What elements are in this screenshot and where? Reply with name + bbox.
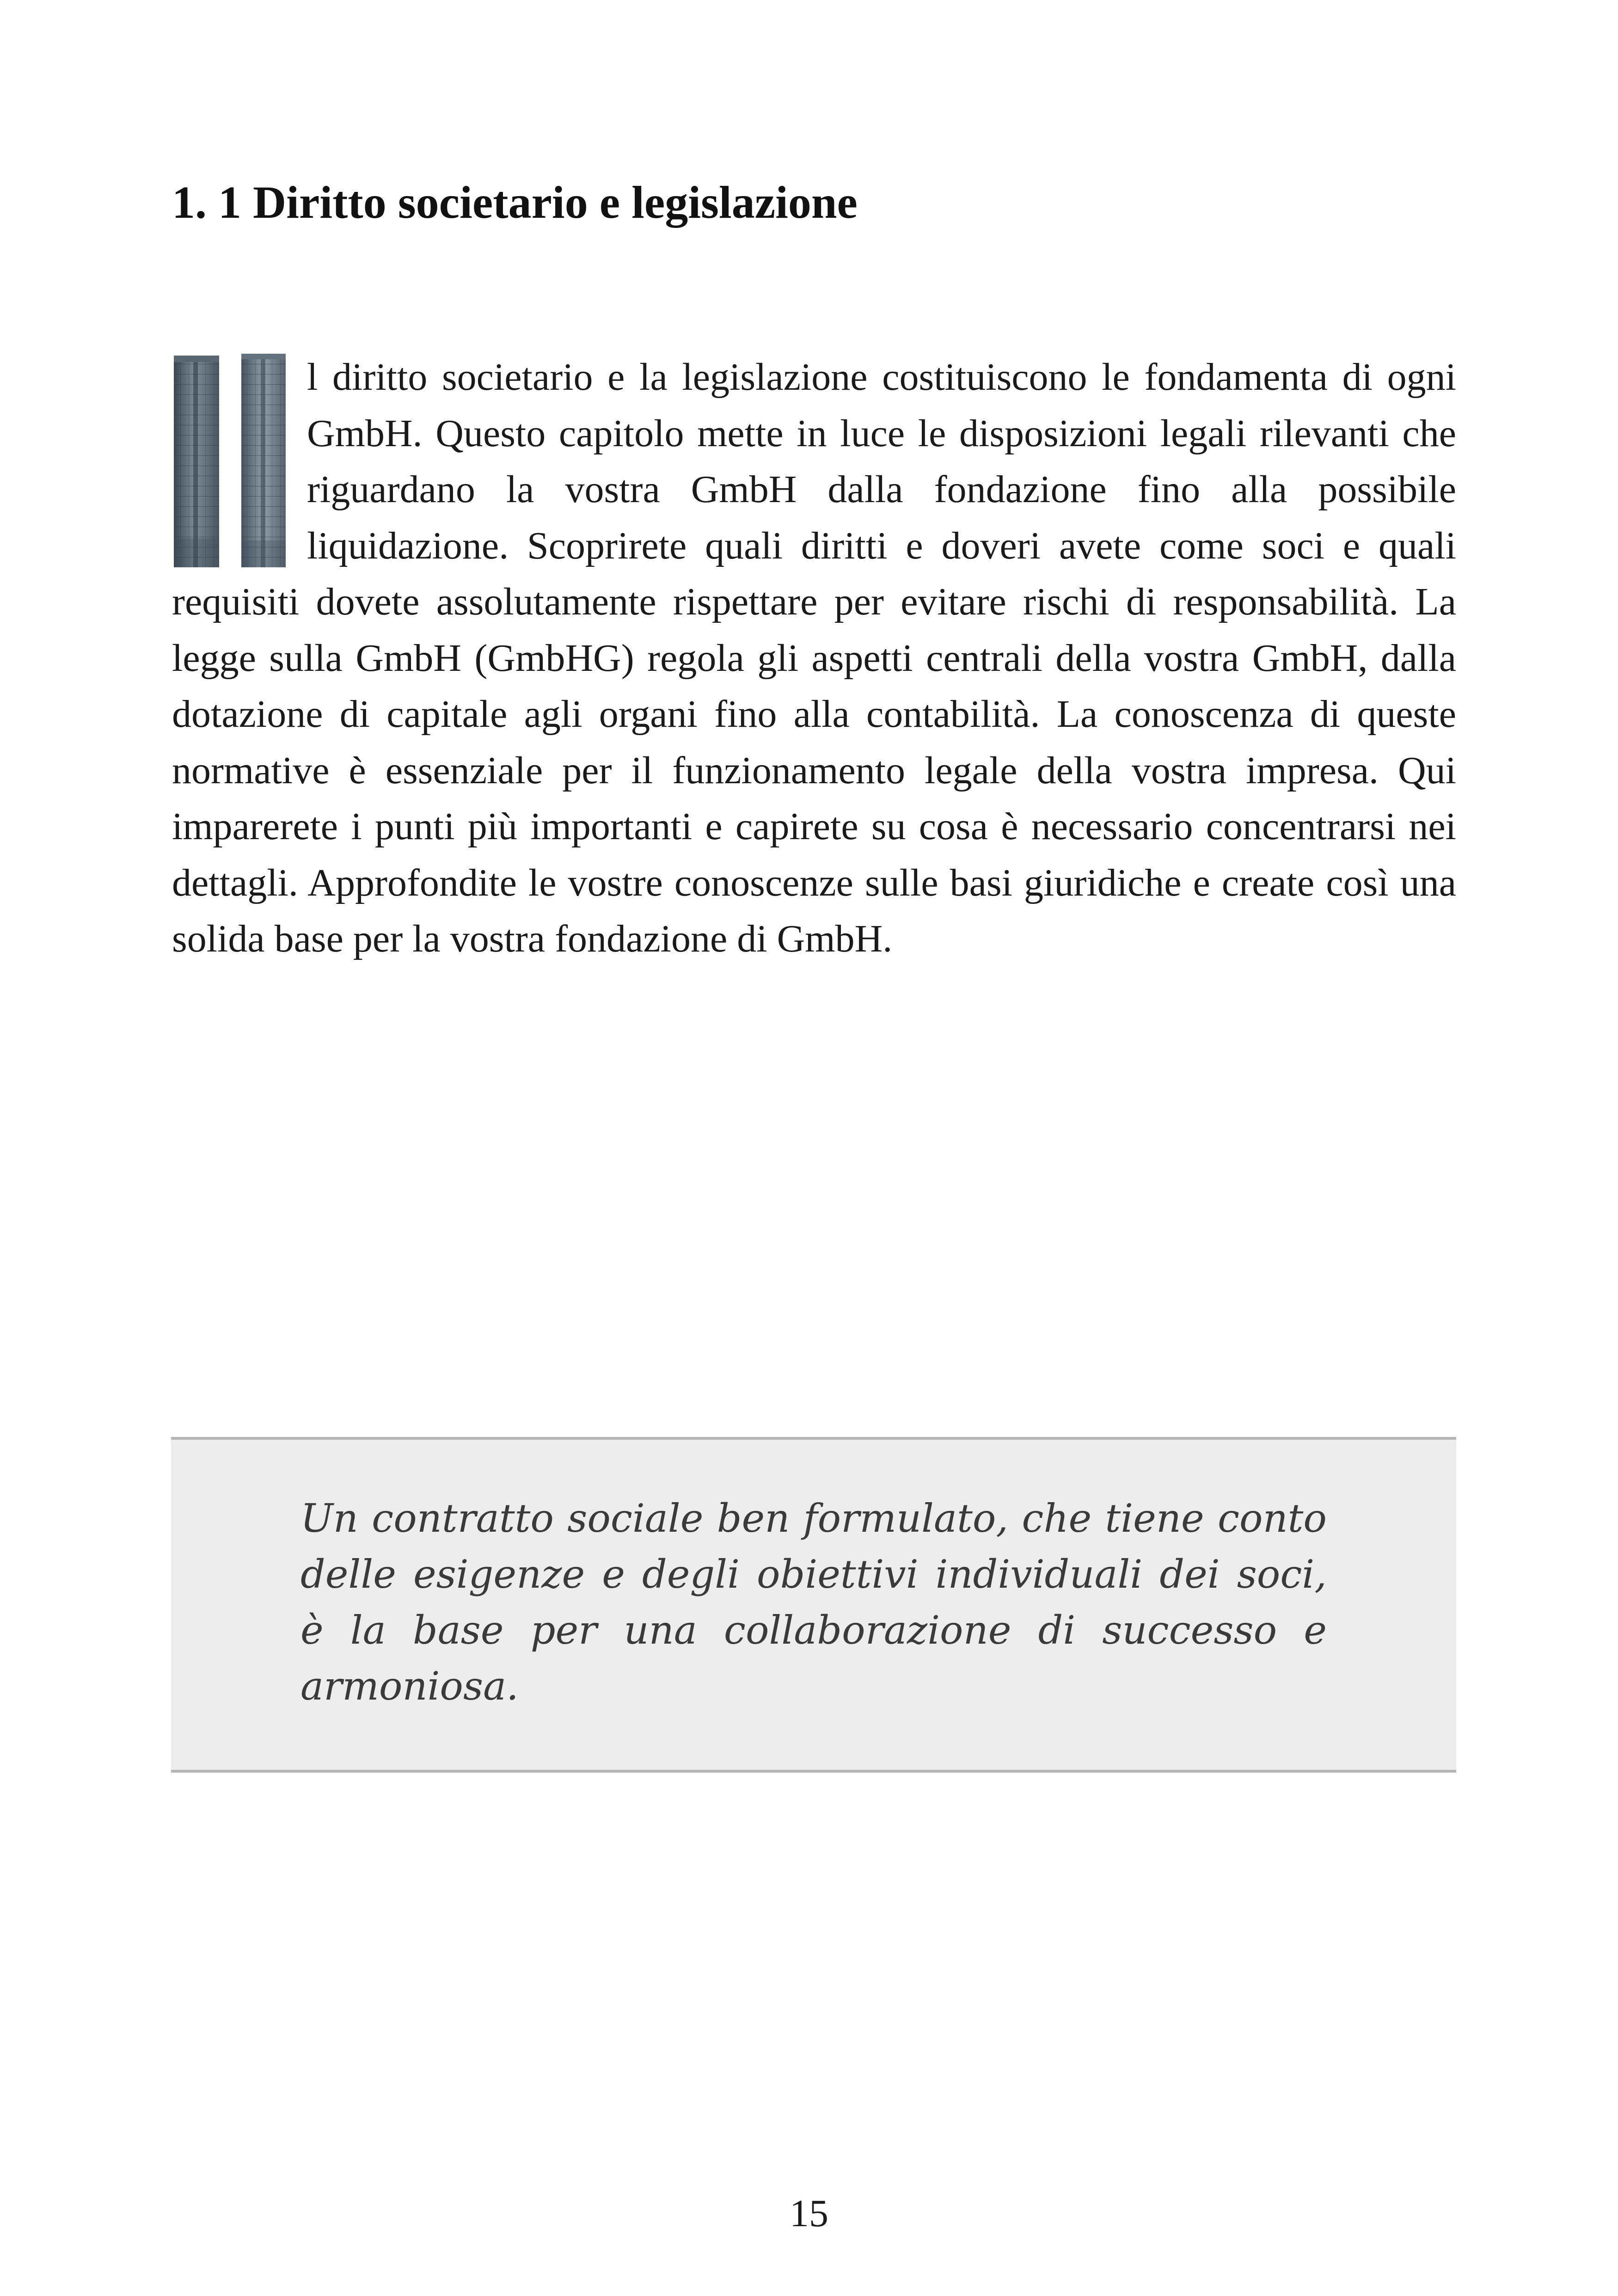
section-heading: 1. 1 Diritto societario e legislazione [172, 177, 858, 228]
body-paragraph-text: l diritto societario e la legislazione costituiscono le fondamenta di ogni GmbH. Questo capitolo mette in luce le disposizioni legali rilevanti che riguardano la vostra GmbH dalla fondazione fino alla possibile liquidazione. Scoprirete quali diritti e doveri avete come soci e quali requisiti dovete assolutamente rispettare per evitare rischi di responsabilità. La legge sulla GmbH (GmbHG) regola gli aspetti centrali della vostra GmbH, dalla dotazione di capitale agli organi fino alla contabilità. La conoscenza di queste normative è essenziale per il funzionamento legale della vostra impresa. Qui imparerete i punti più importanti e capirete su cosa è necessario concentrarsi nei dettagli. Approfondite le vostre conoscenze sulle basi giuridiche e create così una solida base per la vostra fondazione di GmbH. [172, 356, 1456, 960]
page-number: 15 [790, 2192, 828, 2235]
quote-callout [171, 1437, 1456, 1773]
dropcap-image [172, 354, 287, 567]
body-paragraph [172, 349, 1456, 967]
callout-quote: Un contratto sociale ben formulato, che tiene conto delle esigenze e degli obiettivi individuali dei soci, è la base per una collaborazione di successo e armoniosa. [300, 1496, 1327, 1709]
